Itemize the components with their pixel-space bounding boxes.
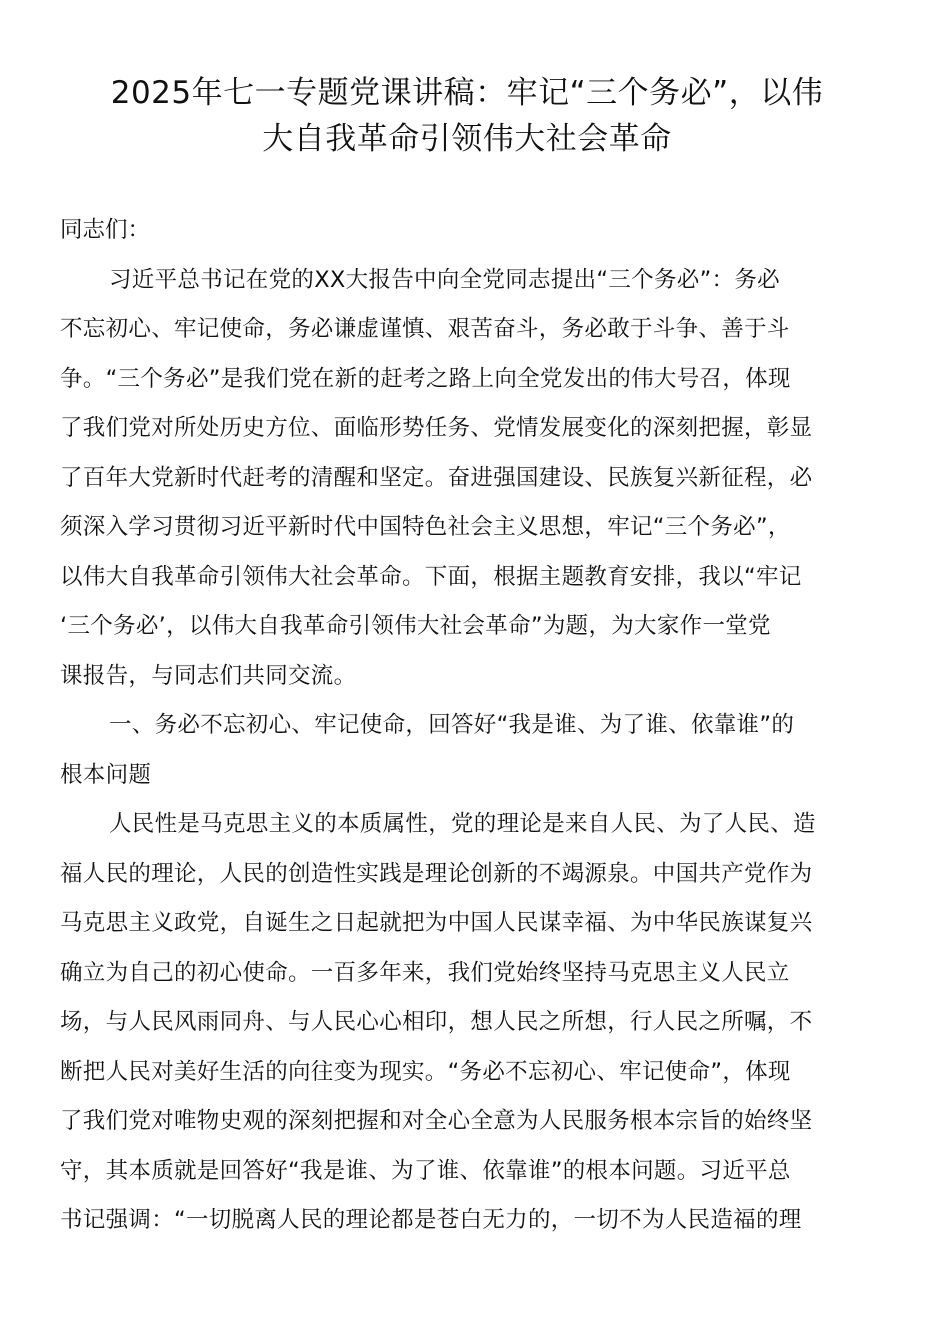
paragraph-line: 人民性是马克思主义的本质属性，党的理论是来自人民、为了人民、造 bbox=[109, 811, 816, 837]
section-heading-1 bbox=[60, 701, 874, 800]
paragraph-line: 了我们党对所处历史方位、面临形势任务、党情发展变化的深刻把握，彰显 bbox=[60, 415, 813, 441]
paragraph-line: 了百年大党新时代赶考的清醒和坚定。奋进强国建设、民族复兴新征程，必 bbox=[60, 464, 813, 491]
paragraph-line: 争。“三个务必”是我们党在新的赶考之路上向全党发出的伟大号召，体现 bbox=[60, 365, 791, 392]
document-title bbox=[60, 70, 874, 162]
heading-line: 一、务必不忘初心、牢记使命，回答好“我是谁、为了谁、依靠谁”的 bbox=[109, 712, 795, 738]
paragraph-line: 习近平总书记在党的XX大报告中向全党同志提出“三个务必”：务必 bbox=[109, 266, 780, 293]
paragraph-line: ‘三个务必’，以伟大自我革命引领伟大社会革命”为题，为大家作一堂党 bbox=[60, 613, 771, 639]
heading-line: 根本问题 bbox=[60, 761, 152, 788]
paragraph-line: 不忘初心、牢记使命，务必谦虚谨慎、艰苦奋斗，务必敢于斗争、善于斗 bbox=[60, 316, 790, 342]
body-paragraph-1 bbox=[60, 800, 874, 1246]
intro-paragraph bbox=[60, 256, 874, 702]
paragraph-line: 须深入学习贯彻习近平新时代中国特色社会主义思想，牢记“三个务必”， bbox=[60, 514, 791, 540]
paragraph-line: 马克思主义政党，自诞生之日起就把为中国人民谋幸福、为中华民族谋复兴 bbox=[60, 910, 813, 936]
paragraph-line: 福人民的理论，人民的创造性实践是理论创新的不竭源泉。中国共产党作为 bbox=[60, 860, 813, 887]
salutation: 同志们： bbox=[60, 217, 151, 243]
paragraph-line: 确立为自己的初心使命。一百多年来，我们党始终坚持马克思主义人民立 bbox=[60, 959, 790, 986]
paragraph-line: 以伟大自我革命引领伟大社会革命。下面，根据主题教育安排，我以“牢记 bbox=[60, 563, 802, 590]
title-line: 大自我革命引领伟大社会革命 bbox=[262, 121, 672, 157]
title-line: 2025年七一专题党课讲稿：牢记“三个务必”，以伟 bbox=[110, 75, 824, 111]
paragraph-line: 了我们党对唯物史观的深刻把握和对全心全意为人民服务根本宗旨的始终坚 bbox=[60, 1108, 813, 1134]
paragraph-line: 守，其本质就是回答好“我是谁、为了谁、依靠谁”的根本问题。习近平总 bbox=[60, 1157, 791, 1184]
paragraph-line: 课报告，与同志们共同交流。 bbox=[60, 662, 357, 689]
paragraph-line: 断把人民对美好生活的向往变为现实。“务必不忘初心、牢记使命”，体现 bbox=[60, 1058, 791, 1085]
paragraph-line: 书记强调：“一切脱离人民的理论都是苍白无力的，一切不为人民造福的理 bbox=[60, 1207, 802, 1233]
paragraph-line: 场，与人民风雨同舟、与人民心心相印，想人民之所想，行人民之所嘱，不 bbox=[60, 1009, 813, 1035]
